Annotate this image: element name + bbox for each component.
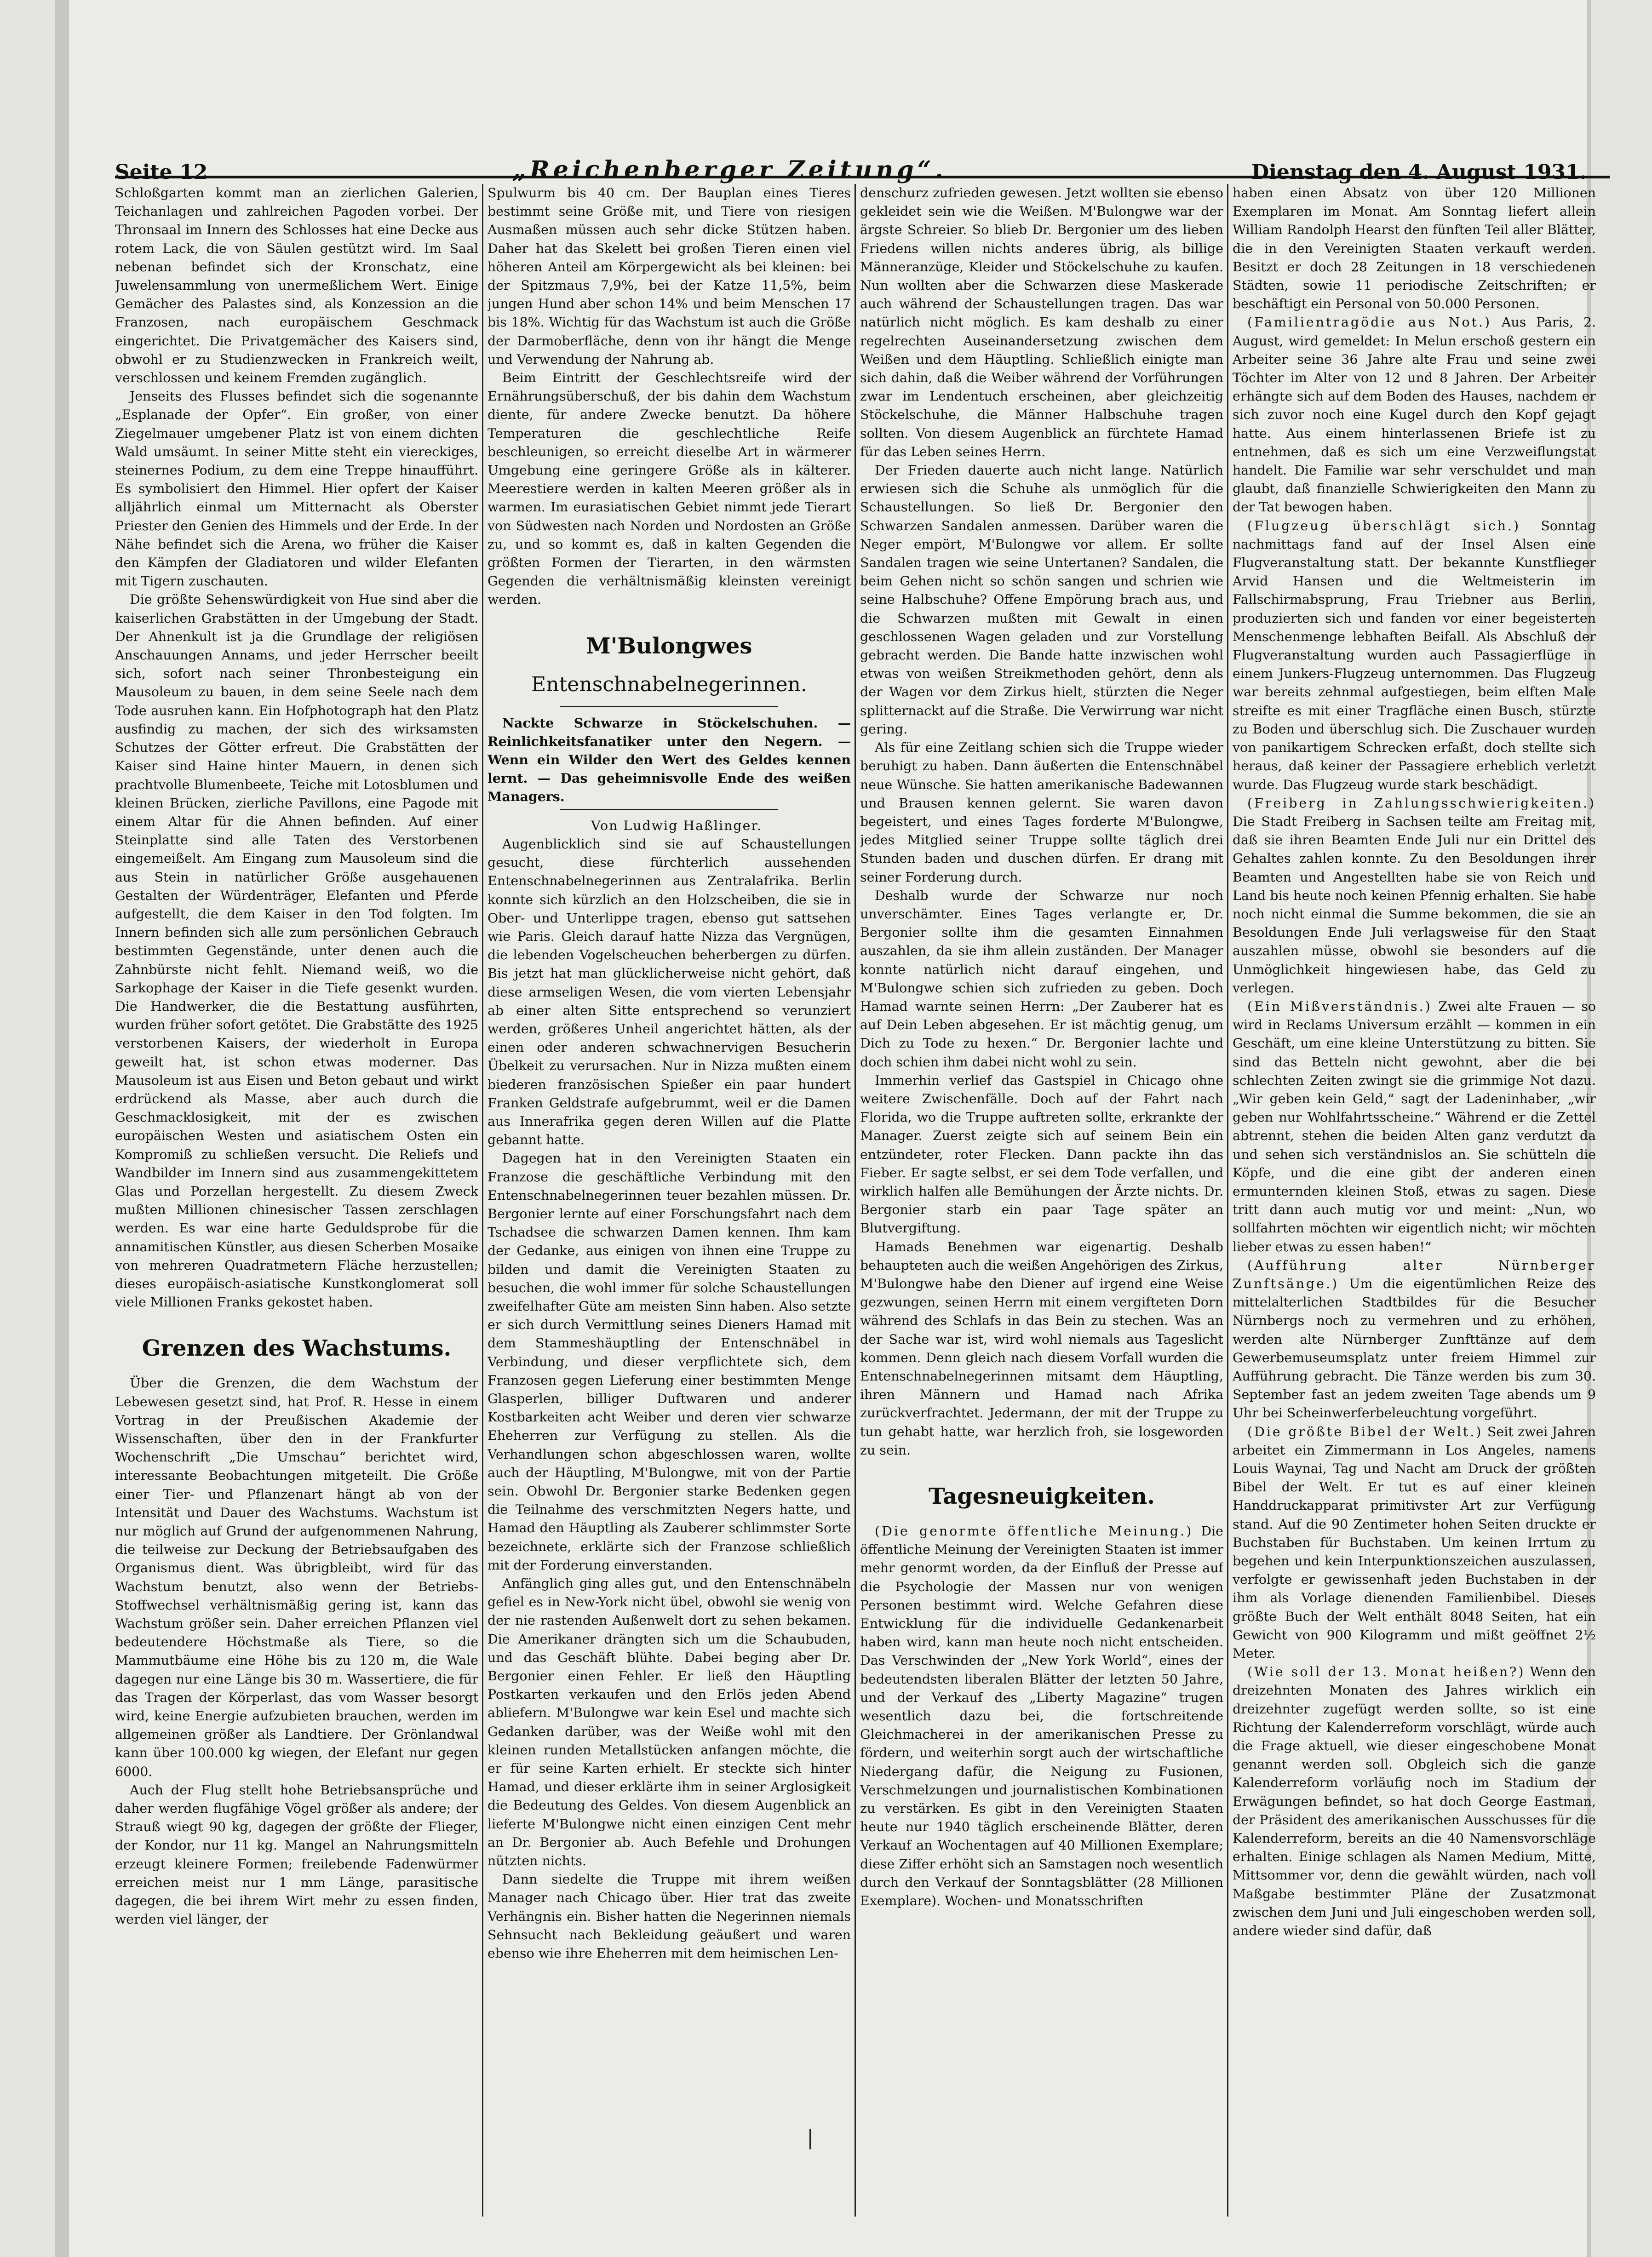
article-paragraph: Hamads Benehmen war eigenartig. Deshalb behaupteten auch die weißen Angehörigen des Zirkus, M'Bulongwe habe den Diener auf irgend eine Weise gezwungen, seinen Herrn mit einem vergifteten Dorn während des Schlafs in das Bein zu stechen. Was an der Sache war ist, wird wohl niemals aus Tageslicht kommen. Denn gleich nach diesem Vorfall wurden die Entenschnabelnegerinnen mitsamt dem Häuptling, ihren Männern und Hamad nach Afrika zurückverfrachtet. Jedermann, der mit der Truppe zu tun gehabt hatte, war herzlich froh, sie losgeworden zu sein. <box>860 1239 1223 1458</box>
news-item-label: (Flugzeug überschlägt sich.) <box>1247 518 1521 533</box>
article-paragraph: Immerhin verlief das Gastspiel in Chicago ohne weitere Zwischenfälle. Doch auf der Fahrt nach Florida, wo die Truppe auftreten sollte, erkrankte der Manager. Zuerst zeigte sich auf seinem Bein ein entzündeter, roter Flecken. Dann packte ihn das Fieber. Er sagte selbst, er sei dem Tode verfallen, und wirklich halfen alle Bemühungen der Ärzte nichts. Dr. Bergonier starb ein paar Tage später an Blutvergiftung. <box>860 1072 1223 1236</box>
news-item-text: Die öffentliche Meinung der Vereinigten Staaten ist immer mehr genormt worden, da der Einfluß der Presse auf die Psychologie der Massen nur von wenigen Personen bestimmt wird. Welche Gefahren diese Entwicklung für die individuelle Gedankenarbeit haben wird, kann man heute noch nicht entscheiden. Das Verschwinden der „New York World“, eines der bedeutendsten liberalen Blätter der letzten 50 Jahre, und der Verkauf des „Liberty Magazine“ trugen wesentlich dazu bei, die fortschreitende Gleichmacherei in der amerikanischen Presse zu fördern, und weiterhin sorgt auch der wirtschaftliche Niedergang dafür, die Neigung zu Fusionen, Verschmelzungen und journalistischen Kombinationen zu verstärken. Es gibt in den Vereinigten Staaten heute nur 1940 täglich erscheinende Blätter, deren Verkauf an Wochentagen auf 40 Millionen Exemplare; diese Ziffer erhöht sich an Samstagen noch wesentlich durch den Verkauf der Sonntagsblätter (28 Millionen Exemplare). Wochen- und Monatsschriften <box>860 1524 1223 1909</box>
header-rule <box>115 176 1610 178</box>
news-item <box>860 1522 1223 1910</box>
article-paragraph: Der Frieden dauerte auch nicht lange. Natürlich erwiesen sich die Schuhe als unmöglich für die Schaustellungen. So ließ Dr. Bergonier den Schwarzen Sandalen anmessen. Darüber waren die Neger empört, M'Bulongwe vor allem. Er sollte Sandalen tragen wie seine Untertanen? Sandalen, die beim Gehen nicht so schön sangen und schrien wie seine Halbschuhe? Offene Empörung brach aus, und die Schwarzen mußten mit Gewalt in einen geschlossenen Wagen geladen und zur Vorstellung gebracht werden. Die Bande hatte inzwischen wohl etwas von weißen Streikmethoden gehört, denn als der Wagen vor dem Zirkus hielt, stürzten die Neger splitternackt auf die Straße. Die Verwirrung war nicht gering. <box>860 463 1223 737</box>
news-item <box>1233 794 1596 997</box>
news-item <box>1233 313 1596 516</box>
page-number: Seite 12 <box>115 160 208 184</box>
article-paragraph: Deshalb wurde der Schwarze nur noch unverschämter. Eines Tages verlangte er, Dr. Bergonier sollte ihm die gesamten Einnahmen auszahlen, da sie ihm allein zuständen. Der Manager konnte natürlich nicht darauf eingehen, und M'Bulongwe schien sich zufrieden zu geben. Doch Hamad warnte seinen Herrn: „Der Zauberer hat es auf Dein Leben abgesehen. Er ist mächtig genug, um Dich zu Tode zu hexen.“ Dr. Bergonier lachte und doch schien ihm dabei nicht wohl zu sein. <box>860 888 1223 1070</box>
section-heading: Tagesneuigkeiten. <box>929 1484 1155 1510</box>
article-paragraph: Beim Eintritt der Geschlechtsreife wird der Ernährungsüberschuß, der bis dahin dem Wachstum diente, für andere Zwecke benutzt. Da höhere Temperaturen die geschlechtliche Reife beschleunigen, so erreicht dieselbe Art in wärmerer Umgebung eine geringere Größe als in kälterer. Meerestiere werden in kalten Meeren größer als in warmen. Im eurasiatischen Gebiet nimmt jede Tierart von Südwesten nach Norden und Nordosten an Größe zu, und so kommt es, daß in kalten Gegenden die größten Formen der Tierarten, in den wärmsten Gegenden die verhältnismäßig kleinsten vereinigt werden. <box>488 370 851 607</box>
article-paragraph: Anfänglich ging alles gut, und den Entenschnäbeln gefiel es in New-York nicht übel, obwohl sie wenig von der nie rastenden Außenwelt dort zu sehen bekamen. Die Amerikaner drängten sich um die Schaubuden, und das Geschäft blühte. Dabei beging aber Dr. Bergonier einen Fehler. Er ließ den Häuptling Postkarten verkaufen und den Erlös jeden Abend abliefern. M'Bulongwe war kein Esel und machte sich Gedanken darüber, was der Weiße wohl mit den kleinen runden Metallstücken anfangen möchte, die er für seine Karten erhielt. Er steckte sich hinter Hamad, und dieser erklärte ihm in seiner Arglosigkeit die Bedeutung des Geldes. Von diesem Augenblick an lieferte M'Bulongwe nicht einen einzigen Cent mehr an Dr. Bergonier ab. Auch Befehle und Drohungen nützten nichts. <box>488 1576 851 1869</box>
column-4 <box>1233 184 1596 2217</box>
news-item <box>1233 517 1596 794</box>
news-item-label: (Die größte Bibel der Welt.) <box>1247 1424 1483 1439</box>
article-heading-line2: Entenschnabelnegerinnen. <box>531 672 807 696</box>
news-item-text: Sonntag nachmittags fand auf der Insel Alsen eine Flugveranstaltung statt. Der bekannte Kunstflieger Arvid Hansen und die Weltmeisterin im Fallschirmabsprung, Frau Triebner aus Berlin, produzierten sich und fanden vor einer begeisterten Menschenmenge lebhaften Beifall. Als Abschluß der Flugveranstaltung wurden auch Passagierflüge in einem Junkers-Flugzeug unternommen. Das Flugzeug war bereits zehnmal aufgestiegen, beim elften Male streifte es mit einer Tragfläche einen Busch, stürzte zu Boden und überschlug sich. Die Zuschauer wurden von panikartigem Schrecken erfaßt, doch stellte sich heraus, daß keiner der Passagiere erheblich verletzt wurde. Das Flugzeug wurde stark beschädigt. <box>1233 518 1596 792</box>
news-item-text: Wenn den dreizehnten Monaten des Jahres wirklich ein dreizehnter zugefügt werden sollte, so ist eine Richtung der Kalenderreform vorschlägt, würde auch die Frage aktuell, wie dieser eingeschobene Monat genannt werden soll. Obgleich sich die ganze Kalenderreform vorläufig noch im Stadium der Erwägungen befindet, so hat doch George Eastman, der Präsident des amerikanischen Ausschusses für die Kalenderreform, bereits an die 40 Namensvorschläge erhalten. Einige schlagen als Namen Medium, Mitte, Mittsommer vor, denn die gewählt würden, nach voll Maßgabe bestimmter Pläne der Zusatzmonat zwischen dem Juni und Juli eingeschoben werden soll, andere wieder sind dafür, daß <box>1233 1664 1596 1939</box>
article-heading: Grenzen des Wachstums. <box>142 1335 452 1362</box>
article-paragraph: Spulwurm bis 40 cm. Der Bauplan eines Tieres bestimmt seine Größe mit, und Tiere von riesigen Ausmaßen müssen auch sehr dicke Stützen haben. Daher hat das Skelett bei großen Tieren einen viel höheren Anteil am Körpergewicht als bei kleinen: bei der Spitzmaus 7,9%, bei der Katze 11,5%, beim jungen Hund aber schon 14% und beim Menschen 17 bis 18%. Wichtig für das Wachstum ist auch die Größe der Darmoberfläche, denn von ihr hängt die Menge und Verwendung der Nahrung ab. <box>488 185 851 367</box>
column-1 <box>115 184 478 2217</box>
news-item <box>1233 997 1596 1256</box>
column-2 <box>488 184 851 2217</box>
article-paragraph: Über die Grenzen, die dem Wachstum der Lebewesen gesetzt sind, hat Prof. R. Hesse in einem Vortrag in der Preußischen Akademie der Wissenschaften, über den in der Frankfurter Wochenschrift „Die Umschau“ berichtet wird, interessante Beobachtungen mitgeteilt. Die Größe einer Tier- und Pflanzenart hängt ab von der Intensität und Dauer des Wachstums. Wachstum ist nur möglich auf Grund der aufgenommenen Nahrung, die teilweise zur Deckung der Betriebsaufgaben des Organismus dient. Was übrigbleibt, wird für das Wachstum benutzt, also wenn der Betriebs-Stoffwechsel verhältnismäßig gering ist, kann das Wachstum größer sein. Daher erreichen Pflanzen viel bedeutendere Höchstmaße als Tiere, so die Mammutbäume eine Höhe bis zu 120 m, die Wale dagegen nur eine Länge bis 30 m. Wassertiere, die für das Tragen der Körperlast, das vom Wasser besorgt wird, keine Energie aufzubieten brauchen, werden im allgemeinen größer als Landtiere. Der Grönlandwal kann über 100.000 kg wiegen, der Elefant nur gegen 6000. <box>115 1375 478 1779</box>
article-subheading: Nackte Schwarze in Stöckelschuhen. — Reinlichkeitsfanatiker unter den Negern. — Wenn ein Wilder den Wert des Geldes kennen lernt. — Das geheimnisvolle Ende des weißen Managers. <box>488 715 851 805</box>
article-byline: Von Ludwig Haßlinger. <box>591 818 762 833</box>
page-header <box>115 147 1587 184</box>
page-left-edge <box>55 0 69 2257</box>
issue-date: Dienstag den 4. August 1931. <box>1251 160 1587 184</box>
news-item-text: Die Stadt Freiberg in Sachsen teilte am Freitag mit, daß sie ihren Beamten Ende Juli nur ein Drittel des Gehaltes zahlen konnte. Zu den Besoldungen ihrer Beamten und Angestellten habe sie von Reich und Land bis heute noch keinen Pfennig erhalten. Sie habe noch nicht einmal die Summe bekommen, die sie an Besoldungen Ende Juli verlagsweise für den Staat auszahlen müsse, obwohl sie besonders auf die Unmöglichkeit hingewiesen habe, das Geld zu verlegen. <box>1233 813 1596 996</box>
news-item-continued: haben einen Absatz von über 120 Millionen Exemplaren im Monat. Am Sonntag liefert allein William Randolph Hearst den fünften Teil aller Blätter, die in den Vereinigten Staaten verkauft werden. Besitzt er doch 28 Zeitungen in 18 verschiedenen Städten, sowie 11 periodische Zeitschriften; er beschäftigt ein Personal von 50.000 Personen. <box>1233 185 1596 312</box>
news-item-text: Zwei alte Frauen — so wird in Reclams Universum erzählt — kommen in ein Geschäft, um eine kleine Unterstützung zu bitten. Sie sind das Betteln nicht gewohnt, aber die bei schlechten Zeiten zwingt sie die grimmige Not dazu. „Wir geben kein Geld,“ sagt der Ladeninhaber, „wir geben nur Wohlfahrtsscheine.“ Während er die Zettel abtrennt, stehen die beiden Alten ganz verdutzt da und sehen sich verständnislos an. Sie schütteln die Köpfe, und die eine gibt der anderen einen ermunternden kleinen Stoß, etwas zu sagen. Diese tritt dann auch mutig vor und meint: „Nun, wo sollfahrten möchten wir eigentlich nicht; wir möchten lieber etwas zu essen haben!“ <box>1233 998 1596 1255</box>
article-paragraph: Jenseits des Flusses befindet sich die sogenannte „Esplanade der Opfer“. Ein großer, von einer Ziegelmauer umgebener Platz ist von einem dichten Wald umsäumt. In seiner Mitte steht ein viereckiges, steinernes Podium, zu dem eine Treppe hinaufführt. Es symbolisiert den Himmel. Hier opfert der Kaiser alljährlich einmal um Mitternacht als Oberster Priester den Genien des Himmels und der Erde. In der Nähe befindet sich die Arena, wo früher die Kaiser den Kämpfen der Gladiatoren und wilder Elefanten mit Tigern zuschauten. <box>115 389 478 589</box>
article-heading-line1: M'Bulongwes <box>586 633 752 659</box>
column-3 <box>860 184 1223 2217</box>
ink-mark <box>809 2129 811 2149</box>
article-paragraph: Auch der Flug stellt hohe Betriebsansprüche und daher werden flugfähige Vögel größer als andere; der Strauß wiegt 90 kg, dagegen der größte der Flieger, der Kondor, nur 11 kg. Mangel an Nahrungsmitteln erzeugt kleinere Formen; freilebende Fadenwürmer erreichen meist nur 1 mm Länge, parasitische dagegen, die bei ihrem Wirt mehr zu essen finden, werden viel länger, der <box>115 1782 478 1927</box>
news-item-label: (Ein Mißverständnis.) <box>1247 998 1432 1014</box>
article-paragraph: Schloßgarten kommt man an zierlichen Galerien, Teichanlagen und zahlreichen Pagoden vorbei. Der Thronsaal im Innern des Schlosses hat eine Decke aus rotem Lack, die von Säulen gestützt wird. Im Saal nebenan befindet sich der Kronschatz, eine Juwelensammlung von unermeßlichem Wert. Einige Gemächer des Palastes sind, als Konzession an die Franzosen, nach europäischem Geschmack eingerichtet. Die Privatgemächer des Kaisers sind, obwohl er zu Studienzwecken in Frankreich weilt, verschlossen und keinem Fremden zugänglich. <box>115 185 478 386</box>
article-paragraph: Als für eine Zeitlang schien sich die Truppe wieder beruhigt zu haben. Dann äußerten die Entenschnäbel neue Wünsche. Sie hatten amerikanische Badewannen und Brausen kennen gelernt. Sie waren davon begeistert, und eines Tages forderte M'Bulongwe, jedes Mitglied seiner Truppe sollte täglich drei Stunden baden und duschen dürfen. Er drang mit seiner Forderung durch. <box>860 740 1223 885</box>
news-item-text: Um die eigentümlichen Reize des mittelalterlichen Stadtbildes für die Besucher Nürnbergs noch zu vermehren und zu erhöhen, werden alte Nürnberger Zunfttänze auf dem Gewerbemuseumsplatz unter freiem Himmel zur Aufführung gebracht. Die Tänze werden bis zum 30. September fast an jedem zweiten Tage abends um 9 Uhr bei Scheinwerferbeleuchtung vorgeführt. <box>1233 1276 1596 1421</box>
news-item-text: Seit zwei Jahren arbeitet ein Zimmermann in Los Angeles, namens Louis Waynai, Tag und Nacht am Druck der größten Bibel der Welt. Er tut es auf einer kleinen Handdruckapparat primitivster Art zur Verfügung stand. Auf die 90 Zentimeter hohen Seiten druckte er Buchstaben für Buchstaben. Um keinen Irrtum zu begehen und kein Interpunktionszeichen auszulassen, verfolgte er gewissenhaft jeden Buchstaben in der ihm als Vorlage dienenden Familienbibel. Dieses größte Buch der Welt enthält 8048 Seiten, hat ein Gewicht von 900 Kilogramm und mißt geöffnet 2½ Meter. <box>1233 1424 1596 1661</box>
subheading-rule <box>560 809 778 810</box>
news-item <box>1233 1663 1596 1940</box>
news-item-label: (Aufführung alter Nürnberger Zunftsänge.) <box>1233 1257 1596 1291</box>
heading-rule <box>560 706 778 707</box>
news-item <box>1233 1256 1596 1423</box>
article-paragraph: Dann siedelte die Truppe mit ihrem weißen Manager nach Chicago über. Hier trat das zweite Verhängnis ein. Bisher hatten die Negerinnen niemals Sehnsucht nach Bekleidung geäußert und waren ebenso wie ihre Eheherren mit dem heimischen Len- <box>488 1872 851 1961</box>
column-divider <box>482 184 483 2217</box>
article-paragraph: Augenblicklich sind sie auf Schaustellungen gesucht, diese fürchterlich aussehenden Entenschnabelnegerinnen aus Zentralafrika. Berlin konnte sich kürzlich an den Holzscheiben, die sie in Ober- und Unterlippe tragen, ebenso gut sattsehen wie Paris. Gleich darauf hatte Nizza das Vergnügen, die lebenden Vogelscheuchen beherbergen zu dürfen. Bis jetzt hat man glücklicherweise nicht gehört, daß diese armseligen Wesen, die vom vierten Lebensjahr ab einer alten Sitte entsprechend so verunziert werden, größeres Unheil angerichtet hätten, als der einen oder anderen schwachnervigen Besucherin Übelkeit zu verursachen. Nur in Nizza mußten einem biederen französischen Spießer ein paar hundert Franken Geldstrafe aufgebrummt, weil er die Damen aus Innerafrika gegen deren Willen auf die Platte gebannt hatte. <box>488 836 851 1148</box>
article-paragraph: denschurz zufrieden gewesen. Jetzt wollten sie ebenso gekleidet sein wie die Weißen. M'Bulongwe war der ärgste Schreier. So blieb Dr. Bergonier um des lieben Friedens willen nichts anderes übrig, als billige Männeranzüge, Kleider und Stöckelschuhe zu kaufen. Nun wollten aber die Schwarzen diese Maskerade auch während der Schaustellungen tragen. Das war natürlich nicht möglich. Es kam deshalb zu einer regelrechten Auseinandersetzung zwischen dem Weißen und dem Häuptling. Schließlich einigte man sich dahin, daß die Weiber während der Vorführungen zwar im Lendentuch erscheinen, aber gleichzeitig Stöckelschuhe, die Männer Halbschuhe tragen sollten. Von diesem Augenblick an fürchtete Hamad für das Leben seines Herrn. <box>860 185 1223 459</box>
column-divider <box>855 184 856 2217</box>
news-item-label: (Die genormte öffentliche Meinung.) <box>875 1524 1193 1539</box>
news-item-text: Aus Paris, 2. August, wird gemeldet: In Melun erschoß gestern ein Arbeiter seine 36 Jahre alte Frau und seine zwei Töchter im Alter von 12 und 8 Jahren. Der Arbeiter erhängte sich auf dem Boden des Hauses, nachdem er sich zuvor noch eine Kugel durch den Kopf gejagt hatte. Aus einem hinterlassenen Briefe ist zu entnehmen, daß es sich um eine Verzweiflungstat handelt. Die Familie war sehr verschuldet und man glaubt, daß finanzielle Schwierigkeiten den Mann zu der Tat bewogen haben. <box>1233 315 1596 515</box>
news-item <box>1233 1423 1596 1663</box>
news-item-label: (Familientragödie aus Not.) <box>1247 315 1492 330</box>
news-item-label: (Wie soll der 13. Monat heißen?) <box>1247 1664 1526 1680</box>
article-paragraph: Dagegen hat in den Vereinigten Staaten ein Franzose die geschäftliche Verbindung mit den Entenschnabelnegerinnen teuer bezahlen müssen. Dr. Bergonier lernte auf einer Forschungsfahrt nach dem Tschadsee die schwarzen Damen kennen. Ihm kam der Gedanke, aus einigen von ihnen eine Truppe zu bilden und damit die Vereinigten Staaten zu besuchen, die wohl immer für solche Schaustellungen zweifelhafter Güte am meisten Sinn haben. Also setzte er sich durch Vermittlung seines Dieners Hamad mit dem Stammeshäuptling der Entenschnäbel in Verbindung, und dieser verpflichtete sich, dem Franzosen gegen Lieferung einer bestimmten Menge Glasperlen, billiger Duftwaren und anderer Kostbarkeiten acht Weiber und deren vier schwarze Eheherren zur Verfügung zu stellen. Als die Verhandlungen schon abgeschlossen waren, wollte auch der Häuptling, M'Bulongwe, mit von der Partie sein. Obwohl Dr. Bergonier starke Bedenken gegen die Teilnahme des verschmitzten Negers hatte, und Hamad den Häuptling als Zauberer schlimmster Sorte bezeichnete, erklärte sich der Franzose schließlich mit der Forderung einverstanden. <box>488 1151 851 1573</box>
column-divider <box>1227 184 1228 2217</box>
article-paragraph: Die größte Sehenswürdigkeit von Hue sind aber die kaiserlichen Grabstätten in der Umgebung der Stadt. Der Ahnenkult ist ja die Grundlage der religiösen Anschauungen Annams, und jeder Herrscher beeilt sich, sofort nach seiner Thronbesteigung ein Mausoleum zu bauen, in dem seine Seele nach dem Tode ausruhen kann. Ein Hofphotograph hat den Platz ausfindig zu machen, der sich des wirksamsten Schutzes der Götter erfreut. Die Grabstätten der Kaiser sind Haine hinter Mauern, in denen sich prachtvolle Blumenbeete, Teiche mit Lotosblumen und kleinen Brücken, zierliche Pavillons, eine Pagode mit einem Altar für die Ahnen befinden. Auf einer Steinplatte sind alle Taten des Verstorbenen eingemeißelt. Am Eingang zum Mausoleum sind die aus Stein in natürlicher Größe ausgehauenen Gestalten der Würdenträger, Elefanten und Pferde aufgestellt, die dem Kaiser in den Tod folgten. Im Innern befinden sich alle zum persönlichen Gebrauch bestimmten Gegenstände, unter denen auch die Zahnbürste nicht fehlt. Niemand weiß, wo die Sarkophage der Kaiser in die Tiefe gesenkt wurden. Die Handwerker, die die Bestattung ausführten, wurden früher sofort getötet. Die Grabstätte des 1925 verstorbenen Kaisers, der wiederholt in Europa geweilt hat, ist schon etwas moderner. Das Mausoleum ist aus Eisen und Beton gebaut und wirkt erdrückend als Masse, aber auch durch die Geschmacklosigkeit, mit der es zwischen europäischen Westen und asiatischem Osten ein Kompromiß zu schließen versucht. Die Reliefs und Wandbilder im Innern sind aus zusammengekittetem Glas und Porzellan hergestellt. Zu diesem Zweck mußten Millionen chinesischer Tassen zerschlagen werden. Es war eine harte Geduldsprobe für die annamitischen Künstler, aus diesen Scherben Mosaike von mehreren Quadratmetern Fläche herzustellen; dieses europäisch-asiatische Kunstkonglomerat soll viele Millionen Franks gekostet haben. <box>115 592 478 1310</box>
news-item-label: (Freiberg in Zahlungsschwierigkeiten.) <box>1247 795 1596 811</box>
newspaper-title: „Reichenberger Zeitung“. <box>512 156 947 184</box>
